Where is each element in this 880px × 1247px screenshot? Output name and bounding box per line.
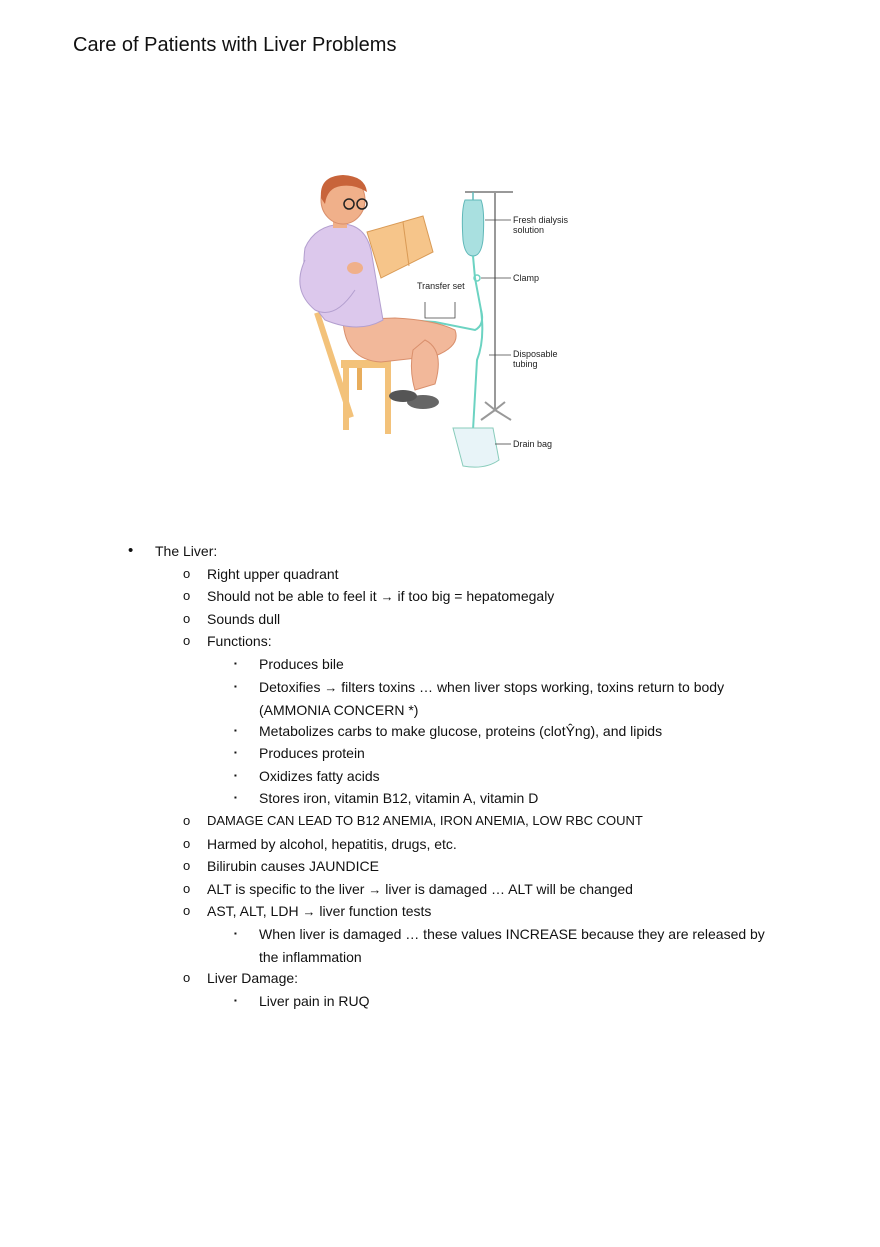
bullet: ▪ — [234, 928, 237, 938]
item-text: Bilirubin causes JAUNDICE — [207, 858, 379, 875]
pole-leg-left — [481, 410, 495, 420]
list-item — [0, 878, 880, 901]
label-transfer-set: Transfer set — [417, 281, 465, 291]
item-text: Stores iron, vitamin B12, vitamin A, vitamin D — [259, 790, 539, 807]
drain-bag — [453, 428, 499, 467]
item-text: Detoxifies — [259, 678, 321, 695]
pole-leg-back-left — [485, 402, 495, 410]
list-item — [0, 855, 880, 878]
item-text: DAMAGE CAN LEAD TO B12 ANEMIA, IRON ANEMIA, LOW RBC COUNT — [207, 812, 643, 828]
label-disposable: Disposable — [513, 349, 558, 359]
bullet: o — [183, 903, 191, 919]
label-tubing: tubing — [513, 359, 538, 369]
bullet: ▪ — [234, 748, 237, 758]
list-item — [0, 967, 880, 990]
bullet: o — [183, 565, 191, 581]
bullet: ▪ — [234, 681, 237, 691]
bullet: o — [183, 858, 191, 874]
item-text: filters toxins … when liver stops working, toxins return to body (AMMONIA CONCERN *) — [259, 678, 725, 719]
list-item — [0, 833, 880, 856]
bullet: o — [183, 880, 191, 896]
bullet: ▪ — [234, 770, 237, 780]
list-item — [0, 653, 880, 676]
item-text: Liver pain in RUQ — [259, 992, 370, 1009]
item-text: liver function tests — [319, 903, 432, 920]
item-text: When liver is damaged … these values INCREASE because they are released by the inflammation — [259, 925, 765, 965]
bullet: ▪ — [234, 995, 237, 1005]
arrow-icon: → — [324, 679, 338, 695]
paper-held — [367, 216, 433, 278]
chair-leg-back — [357, 368, 362, 390]
bullet: o — [183, 610, 191, 626]
item-text: Oxidizes fatty acids — [259, 767, 380, 784]
item-text: Right upper quadrant — [207, 565, 339, 582]
list-item — [0, 585, 880, 608]
arrow-icon: → — [302, 904, 316, 920]
item-text: Sounds dull — [207, 610, 281, 627]
list-item — [0, 742, 880, 765]
chair-leg-front-right — [385, 368, 391, 434]
list-item — [0, 810, 880, 833]
list-item — [0, 720, 880, 743]
item-text: Produces bile — [259, 655, 344, 672]
item-text: Produces protein — [259, 745, 365, 762]
label-fresh-dialysis: Fresh dialysis — [513, 215, 569, 225]
pole-leg-right — [495, 410, 511, 420]
bullet: ▪ — [234, 793, 237, 803]
list-item — [0, 900, 880, 923]
shoe-left — [389, 390, 417, 402]
hand-left — [347, 262, 363, 274]
list-item — [0, 608, 880, 631]
notes-list — [0, 540, 880, 1012]
bullet: ▪ — [234, 658, 237, 668]
label-solution: solution — [513, 225, 545, 235]
fresh-dialysis-bag — [462, 200, 483, 256]
bullet: ▪ — [234, 725, 237, 735]
item-text: liver is damaged … ALT will be changed — [385, 880, 633, 897]
item-text: Functions: — [207, 633, 272, 650]
item-text: if too big = hepatomegaly — [397, 588, 555, 605]
dialysis-illustration — [285, 170, 585, 480]
item-text: Harmed by alcohol, hepatitis, drugs, etc. — [207, 835, 457, 852]
bullet: o — [183, 588, 191, 604]
list-item — [0, 787, 880, 810]
item-text: ALT is specific to the liver — [207, 880, 365, 897]
item-text: AST, ALT, LDH — [207, 903, 299, 920]
arrow-icon: → — [380, 589, 394, 605]
list-item — [0, 563, 880, 586]
dialysis-figure-svg — [285, 170, 585, 480]
chair-leg-front-left — [343, 368, 349, 430]
label-drain-bag: Drain bag — [513, 439, 553, 449]
list-item — [0, 923, 880, 967]
list-item — [0, 765, 880, 788]
pole-leg-back-right — [495, 402, 505, 410]
item-text: The Liver: — [155, 543, 218, 559]
item-text: Liver Damage: — [207, 969, 299, 986]
list-item — [0, 630, 880, 653]
page-title: Care of Patients with Liver Problems — [73, 34, 397, 56]
disposable-tubing — [405, 256, 482, 330]
pants-shin — [411, 340, 438, 390]
arrow-icon: → — [368, 881, 382, 897]
list-item — [0, 540, 880, 563]
bullet: o — [183, 835, 191, 851]
item-text: Should not be able to feel it — [207, 588, 377, 605]
label-clamp: Clamp — [513, 273, 540, 283]
list-item — [0, 990, 880, 1013]
bullet: • — [128, 542, 134, 559]
bullet: o — [183, 812, 191, 828]
item-text: Metabolizes carbs to make glucose, proteins (clotŶng), and lipids — [259, 722, 663, 739]
list-item — [0, 676, 880, 720]
bullet: o — [183, 633, 191, 649]
bullet: o — [183, 969, 191, 985]
